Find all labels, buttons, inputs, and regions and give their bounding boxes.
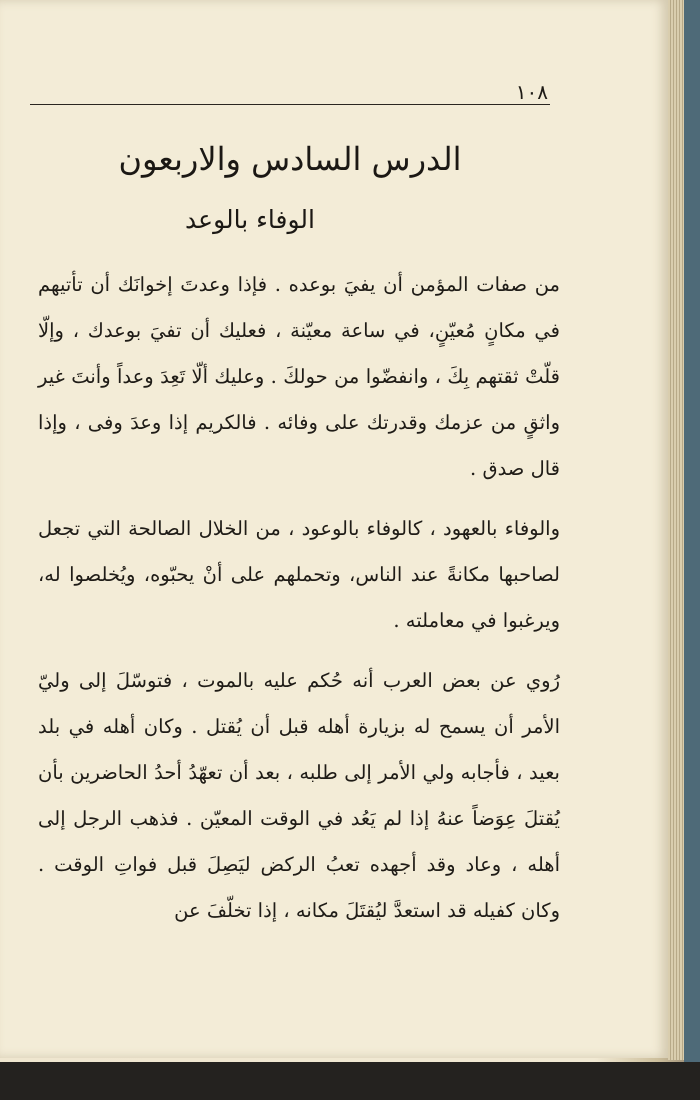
paragraph-text: من صفات المؤمن أن يفيَ بوعده . فإذا وعدتَ إخوانَك أن تأتيهم في مكانٍ مُعيّنٍ، في ساعة معيّنة ، فعليك أن تفيَ بوعدك ، وإلّا قلّتْ ثقتهم بِكَ ، وانفضّوا من حولكَ . وعليك ألّا تَعِدَ وعداً وأنتَ غير واثقٍ من عزمك وقدرتك على وفائه . فالكريم إذا وعدَ وفى ، وإذا قال صدق . (38, 273, 560, 480)
paragraph-2 (38, 506, 560, 644)
paragraph-text: والوفاء بالعهود ، كالوفاء بالوعود ، من الخلال الصالحة التي تجعل لصاحبها مكانةً عند الناس، وتحملهم على أنْ يحبّوه، ويُخلصوا له، ويرغبوا في معاملته . (38, 517, 560, 632)
paragraph-1 (38, 262, 560, 492)
book-cover-edge (684, 0, 700, 1062)
paragraph-3 (38, 658, 560, 934)
paragraph-text: رُوي عن بعض العرب أنه حُكم عليه بالموت ، فتوسّلَ إلى وليّ الأمر أن يسمح له بزيارة أهله قبل أن يُقتل . وكان أهله في بلد بعيد ، فأجابه ولي الأمر إلى طلبه ، بعد أن تعهّدُ أحدُ الحاضرين بأن يُقتلَ عِوَضاً عنهُ إذا لم يَعُد في الوقت المعيّن . فذهب الرجل إلى أهله ، وعاد وقد أجهده تعبُ الركض ليَصِلَ قبل فواتِ الوقت . وكان كفيله قد استعدَّ ليُقتَلَ مكانه ، إذا تخلّفَ عن (38, 669, 560, 922)
lesson-subtitle: الوفاء بالوعد (185, 205, 315, 234)
scan-background (0, 1062, 700, 1100)
header-rule (30, 104, 550, 105)
lesson-title: الدرس السادس والاربعون (118, 140, 462, 178)
page-number: ١٠٨ (515, 80, 548, 104)
